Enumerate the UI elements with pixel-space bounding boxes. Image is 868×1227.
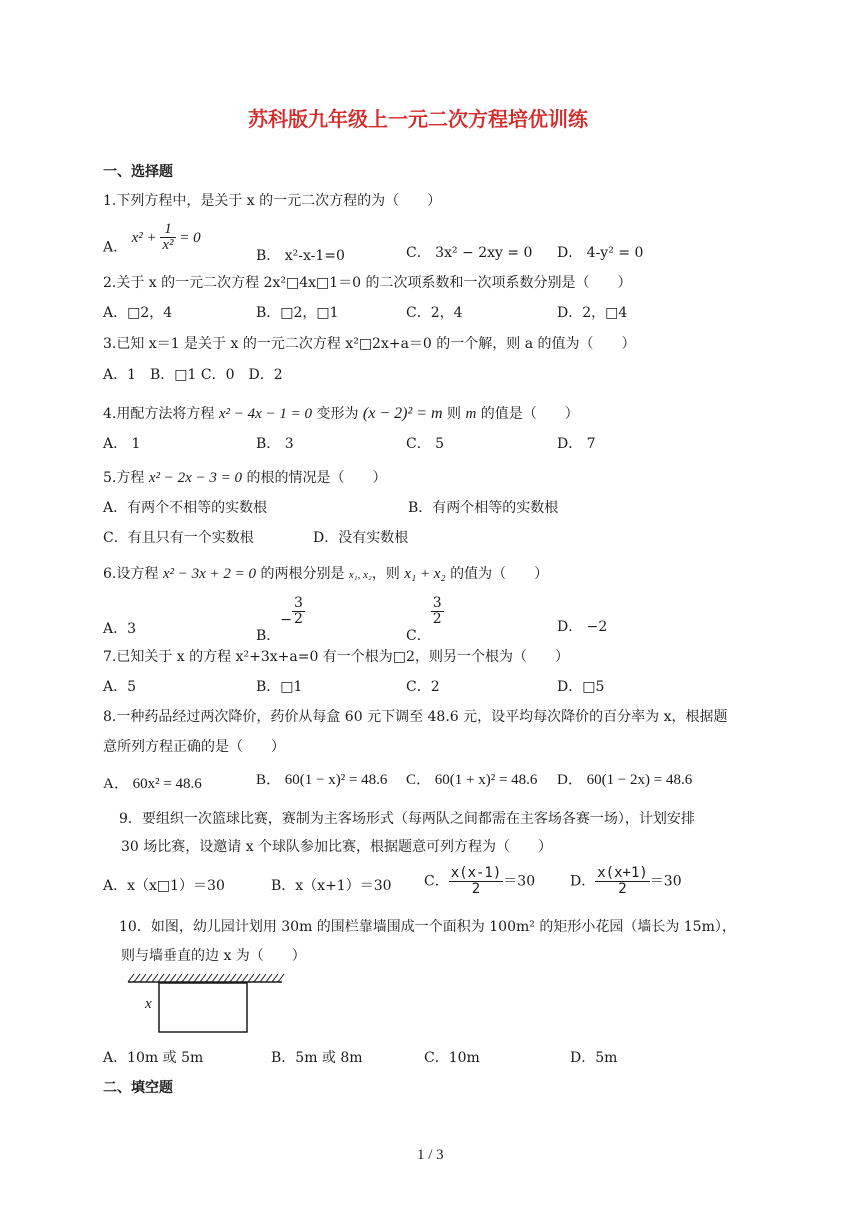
q4-option-a: A． 1 [103,436,141,452]
question-10-stem-line1: 10．如图，幼儿园计划用 30m 的围栏靠墙围成一个面积为 100m² 的矩形小花园（墙长为 15m）， [119,919,736,935]
q1-option-a-tail: = 0 [175,229,201,246]
q1-option-c: C． 3x² − 2xy = 0 [406,245,533,261]
q3-options: A．1 B．□1 C．0 D．2 [103,367,283,383]
q9-option-d-fraction [595,866,650,897]
q9-option-b: B．x（x+1）＝30 [271,878,392,894]
q9-d-denominator: 2 [618,881,627,897]
q6-option-b-label: B． [256,627,281,644]
q6-c-numerator: 3 [432,595,442,611]
q2-option-c: C．2，4 [406,305,463,321]
q10-option-c: C．10m [424,1050,480,1066]
question-8-stem-line1: 8.一种药品经过两次降价，药价从每盒 60 元下调至 48.6 元，设平均每次降价的百分率为 x，根据题 [103,709,728,725]
q1-option-a-label: A． [103,239,128,256]
q5-option-a: A．有两个不相等的实数根 [103,500,268,516]
q6-option-c [406,595,444,644]
q8-option-a: A． 60x² = 48.6 [103,776,202,792]
question-9-stem-line2: 30 场比赛，设邀请 x 个球队参加比赛，根据题意可列方程为（ ） [121,839,553,855]
q10-option-d: D．5m [570,1050,618,1066]
page-number: 1 / 3 [417,1147,444,1163]
question-1-stem: 1.下列方程中，是关于 x 的一元二次方程的为（ ） [103,193,442,209]
q10-option-b: B．5m 或 8m [271,1050,363,1066]
question-6-stem [103,565,548,584]
q6-stem-part-b: 的两根分别是 [256,566,349,582]
q9-c-numerator: x(x-1) [450,865,502,881]
question-4-stem [103,405,579,423]
garden-rectangle [159,983,247,1032]
q5-stem-part-a: 5.方程 [103,470,149,486]
q9-option-d-tail: ＝30 [649,873,682,890]
q6-roots: x₁, x₂ [348,569,372,581]
q4-stem-part-a: 4.用配方法将方程 [103,406,219,422]
question-7-stem: 7.已知关于 x 的方程 x²+3x+a=0 有一个根为□2，则另一个根为（ ） [103,649,569,665]
q9-option-c-label: C． [424,873,449,890]
q7-option-d: D．□5 [557,679,605,695]
q1-option-b: B． x²-x-1=0 [256,248,345,264]
q4-completed-square: (x − 2)² = m [362,405,443,422]
q9-option-c-tail: ＝30 [503,873,536,890]
q6-sum: x₁ + x₂ [404,566,446,582]
section-heading-choice: 一、选择题 [103,164,173,180]
q6-option-d: D． −2 [557,619,608,635]
q8-option-b: B． 60(1 − x)² = 48.6 [256,772,388,788]
q7-option-a: A．5 [103,679,137,695]
question-9-stem-line1: 9．要组织一次篮球比赛，赛制为主客场形式（每两队之间都需在主客场各赛一场），计划安排 [119,811,695,827]
q5-equation: x² − 2x − 3 = 0 [148,470,242,486]
q6-equation: x² − 3x + 2 = 0 [162,566,256,582]
q5-stem-part-b: 的根的情况是（ ） [242,470,387,486]
q9-d-numerator: x(x+1) [597,865,648,881]
q6-stem-part-c: ，则 [371,566,405,582]
page-title: 苏科版九年级上一元二次方程培优训练 [248,107,588,131]
q9-option-d [570,866,682,897]
q1-option-a-expr: x² + [131,229,161,246]
q5-option-c: C．有且只有一个实数根 [103,530,254,546]
q2-option-d: D．2，□4 [557,305,628,321]
q7-option-b: B．□1 [256,679,303,695]
q9-option-d-label: D． [570,873,596,890]
q6-b-numerator: 3 [294,595,303,611]
q10-garden-figure [126,972,296,1038]
section-heading-fill-in: 二、填空题 [103,1080,173,1096]
q6-stem-part-d: 的值为（ ） [445,566,549,582]
q4-equation: x² − 4x − 1 = 0 [218,406,312,422]
q6-b-denominator: 2 [294,611,303,627]
q6-stem-part-a: 6.设方程 [103,566,163,582]
q6-option-b-fraction [292,596,305,627]
q9-option-c-fraction [449,866,504,897]
q6-option-b-sign: − [280,611,293,628]
wall-hatching [128,974,284,982]
q9-option-a: A．x（x□1）＝30 [103,878,225,894]
question-8-stem-line2: 意所列方程正确的是（ ） [103,739,285,755]
question-2-stem: 2.关于 x 的一元二次方程 2x²□4x□1＝0 的二次项系数和一次项系数分别是（ ） [103,275,632,291]
q1-option-a-fraction [160,222,175,253]
q6-option-b [256,595,305,644]
q8-option-d: D． 60(1 − 2x) = 48.6 [557,772,693,788]
q10-option-a: A．10m 或 5m [103,1050,204,1066]
q1-option-d: D． 4-y² = 0 [557,245,644,261]
q2-option-a: A．□2，4 [103,305,173,321]
q9-option-c [424,866,535,897]
q4-option-b: B． 3 [256,436,294,452]
q6-option-c-fraction [431,596,444,627]
q1-a-denominator: x² [162,237,174,253]
q4-variable-m: m [465,406,477,422]
q6-option-a: A．3 [103,621,137,637]
question-3-stem: 3.已知 x＝1 是关于 x 的一元二次方程 x²□2x+a＝0 的一个解，则 a 的值为（ ） [103,336,636,352]
q4-stem-part-d: 的值是（ ） [476,406,579,422]
q5-option-d: D．没有实数根 [313,530,409,546]
garden-side-label: x [145,996,152,1012]
q7-option-c: C．2 [406,679,440,695]
q4-stem-part-b: 变形为 [312,406,363,422]
question-5-stem [103,469,386,487]
q2-option-b: B．□2，□1 [256,305,339,321]
q5-option-b: B．有两个相等的实数根 [408,500,559,516]
q4-stem-part-c: 则 [442,406,466,422]
q8-option-c: C． 60(1 + x)² = 48.6 [406,772,538,788]
q1-a-numerator: 1 [160,222,175,238]
q9-c-denominator: 2 [471,881,481,897]
q4-option-d: D． 7 [557,436,596,452]
q4-option-c: C． 5 [406,436,445,452]
q6-option-c-label: C． [406,627,431,644]
question-10-stem-line2: 则与墙垂直的边 x 为（ ） [121,948,306,964]
q1-option-a [103,221,201,263]
q6-c-denominator: 2 [432,611,442,627]
